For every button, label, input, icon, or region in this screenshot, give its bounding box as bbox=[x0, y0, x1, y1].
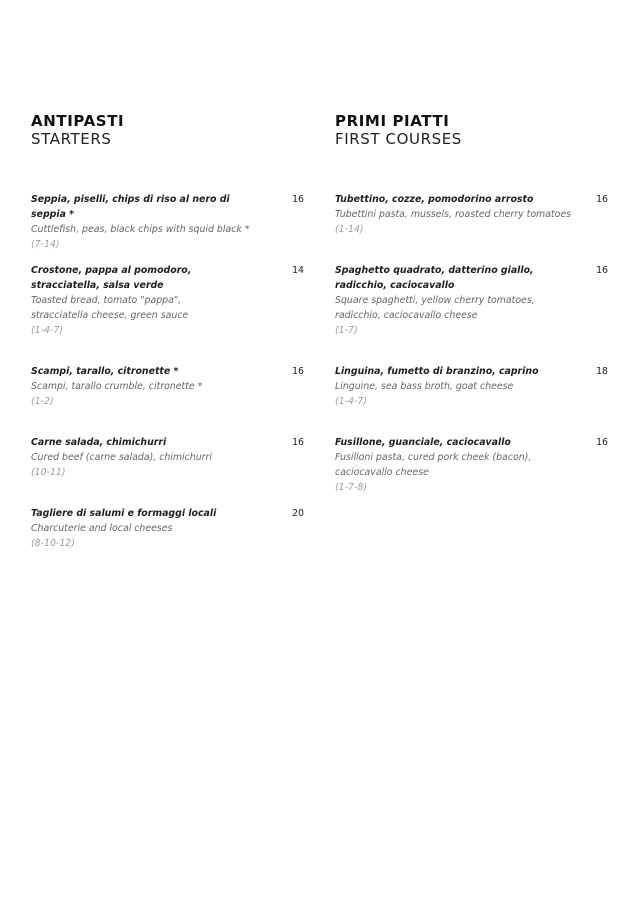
menu-item bbox=[335, 364, 615, 409]
menu-item bbox=[31, 435, 311, 480]
item-description: Fusilloni pasta, cured pork cheek (bacon), caciocavallo cheese bbox=[335, 452, 532, 478]
item-name: Seppia, piselli, chips di riso al nero di seppia * bbox=[31, 194, 230, 220]
item-name: Tagliere di salumi e formaggi locali bbox=[31, 508, 217, 519]
item-allergens: (8-10-12) bbox=[31, 538, 75, 549]
menu-item bbox=[31, 364, 311, 409]
item-name: Fusillone, guanciale, caciocavallo bbox=[335, 437, 511, 448]
item-price: 16 bbox=[596, 265, 608, 276]
item-price: 16 bbox=[292, 437, 304, 448]
item-name: Crostone, pappa al pomodoro, stracciatella, salsa verde bbox=[31, 265, 192, 291]
item-description: Cured beef (carne salada), chimichurri bbox=[31, 452, 212, 463]
section-subtitle: FIRST COURSES bbox=[335, 130, 462, 148]
item-name: Scampi, tarallo, citronette * bbox=[31, 366, 179, 377]
menu-item bbox=[335, 435, 615, 495]
section-title: ANTIPASTI bbox=[31, 112, 125, 130]
item-description: Charcuterie and local cheeses bbox=[31, 523, 173, 534]
item-price: 16 bbox=[292, 366, 304, 377]
item-name: Tubettino, cozze, pomodorino arrosto bbox=[335, 194, 534, 205]
item-name: Spaghetto quadrato, datterino giallo, radicchio, caciocavallo bbox=[335, 265, 534, 291]
item-name: Carne salada, chimichurri bbox=[31, 437, 167, 448]
item-allergens: (1-7-8) bbox=[335, 482, 367, 493]
item-allergens: (10-11) bbox=[31, 467, 66, 478]
item-description: Tubettini pasta, mussels, roasted cherry tomatoes bbox=[335, 209, 571, 220]
menu-item bbox=[335, 192, 615, 237]
item-allergens: (1-14) bbox=[335, 224, 364, 235]
item-price: 16 bbox=[596, 194, 608, 205]
item-allergens: (7-14) bbox=[31, 239, 60, 250]
item-allergens: (1-4-7) bbox=[31, 325, 63, 336]
item-price: 14 bbox=[292, 265, 304, 276]
item-allergens: (1-7) bbox=[335, 325, 358, 336]
menu-item bbox=[335, 263, 615, 338]
item-price: 16 bbox=[292, 194, 304, 205]
item-allergens: (1-2) bbox=[31, 396, 54, 407]
item-description: Square spaghetti, yellow cherry tomatoes, radicchio, caciocavallo cheese bbox=[335, 295, 535, 321]
item-name: Linguina, fumetto di branzino, caprino bbox=[335, 366, 539, 377]
item-price: 16 bbox=[596, 437, 608, 448]
section-antipasti bbox=[31, 112, 311, 549]
item-price: 20 bbox=[292, 508, 304, 519]
section-primi-piatti bbox=[335, 112, 615, 493]
item-description: Cuttlefish, peas, black chips with squid black * bbox=[31, 224, 250, 235]
menu-item bbox=[31, 192, 311, 252]
item-allergens: (1-4-7) bbox=[335, 396, 367, 407]
section-subtitle: STARTERS bbox=[31, 130, 112, 148]
menu-item bbox=[31, 263, 311, 338]
item-price: 18 bbox=[596, 366, 608, 377]
item-description: Toasted bread, tomato "pappa", stracciatella cheese, green sauce bbox=[31, 295, 189, 321]
item-description: Linguine, sea bass broth, goat cheese bbox=[335, 381, 514, 392]
menu-item bbox=[31, 506, 311, 551]
section-title: PRIMI PIATTI bbox=[335, 112, 450, 130]
item-description: Scampi, tarallo crumble, citronette * bbox=[31, 381, 203, 392]
